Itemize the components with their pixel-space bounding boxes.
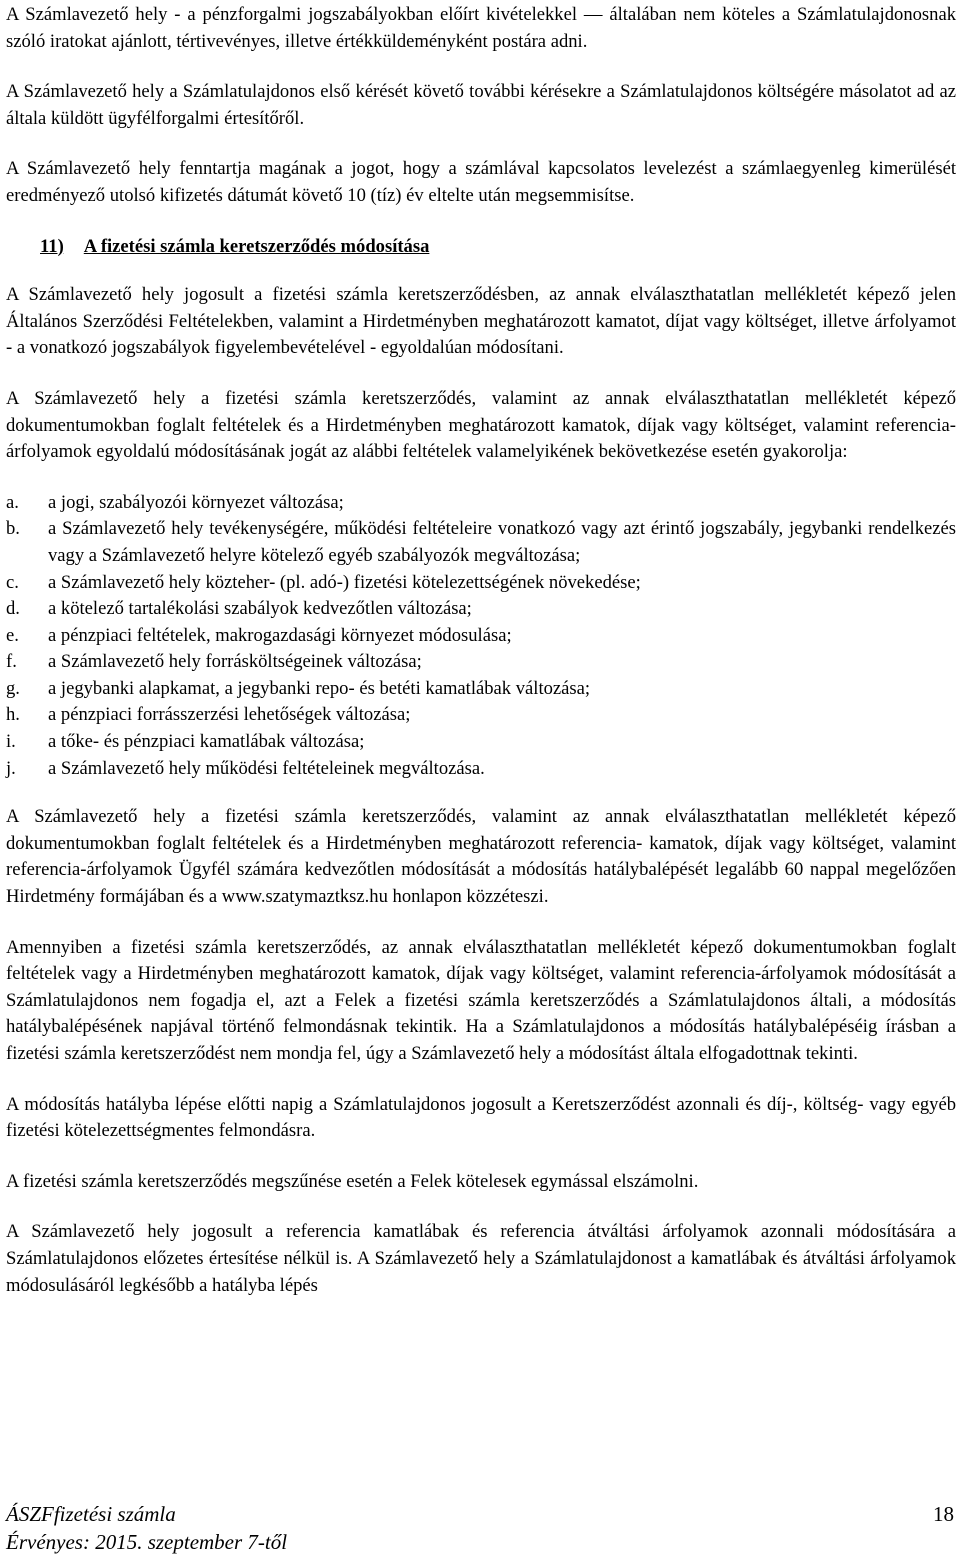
list-marker: e. — [6, 624, 19, 646]
section-title: A fizetési számla keretszerződés módosítása — [83, 235, 430, 257]
list-marker: f. — [6, 651, 17, 673]
list-item-text: a jegybanki alapkamat, a jegybanki repo- és betéti kamatlábak változása; — [48, 677, 591, 699]
document-page — [6, 2, 956, 1323]
paragraph: Amennyiben a fizetési számla keretszerződés, az annak elválaszthatatlan mellékletét képező dokumentumokban foglalt feltételek vagy a Hirdetményben meghatározott kamatok, díjak vagy költséget, valamint referencia-árfolyamok módosítását a Számlatulajdonos nem fogadja el, azt a Felek a fizetési számla keretszerződés a Számlatulajdonos általi, a módosítás hatálybalépésének napjával történő felmondásnak tekintik. Ha a Számlatulajdonos a módosítás hatálybalépéséig írásban a fizetési számla keretszerződést nem mondja fel, úgy a Számlavezető hely a módosítást általa elfogadottnak tekinti. — [6, 936, 956, 1064]
list-item-text: a kötelező tartalékolási szabályok kedvezőtlen változása; — [48, 598, 472, 620]
list-item — [6, 702, 956, 729]
list-marker: d. — [6, 598, 20, 620]
paragraph: A fizetési számla keretszerződés megszűnése esetén a Felek kötelesek egymással elszámolni. — [6, 1170, 699, 1192]
section-heading — [40, 234, 956, 261]
paragraph: A Számlavezető hely a fizetési számla keretszerződés, valamint az annak elválaszthatatlan mellékletét képező dokumentumokban foglalt feltételek és a Hirdetményben meghatározott kamatok, díjak vagy költséget, valamint referencia-árfolyamok egyoldalú módosításának jogát az alábbi feltételek valamelyikének bekövetkezése esetén gyakorolja: — [6, 387, 956, 463]
list-marker: i. — [6, 731, 16, 753]
list-item-text: a pénzpiaci feltételek, makrogazdasági környezet módosulása; — [48, 624, 512, 646]
list-marker: g. — [6, 677, 20, 699]
list-item — [6, 676, 956, 703]
conditions-list — [6, 490, 956, 783]
list-item — [6, 729, 956, 756]
footer-validity: Érvényes: 2015. szeptember 7-től — [6, 1530, 288, 1554]
page-footer — [6, 1500, 956, 1556]
page-number: 18 — [933, 1502, 954, 1526]
list-item-text: a Számlavezető hely tevékenységére, működési feltételeire vonatkozó vagy azt érintő jogszabály, jegybanki rendelkezés vagy a Számlavezető helyre kötelező egyéb szabályozók megváltozása; — [48, 518, 956, 566]
list-item-text: a jogi, szabályozói környezet változása; — [48, 491, 344, 513]
list-item — [6, 623, 956, 650]
list-item-text: a Számlavezető hely működési feltételeinek megváltozása. — [48, 757, 485, 779]
list-item-text: a Számlavezető hely közteher- (pl. adó-) fizetési kötelezettségének növekedése; — [48, 571, 641, 593]
list-item — [6, 516, 956, 569]
list-item-text: a Számlavezető hely forrásköltségeinek változása; — [48, 651, 422, 673]
paragraph: A Számlavezető hely a fizetési számla keretszerződés, valamint az annak elválaszthatatlan mellékletét képező dokumentumokban foglalt feltételek és a Hirdetményben meghatározott referencia- kamatok, díjak vagy költséget, valamint referencia-árfolyamok Ügyfél számára kedvezőtlen módosítását a módosítás hatálybalépését legalább 60 nappal megelőzően Hirdetmény formájában és a www.szatymaztksz.hu honlapon közzéteszi. — [6, 806, 956, 908]
list-marker: j. — [6, 757, 16, 779]
list-marker: c. — [6, 571, 19, 593]
list-marker: a. — [6, 491, 19, 513]
paragraph: A Számlavezető hely - a pénzforgalmi jogszabályokban előírt kivételekkel — általában nem köteles a Számlatulajdonosnak szóló iratokat ajánlott, tértivevényes, illetve értékküldeményként postára adni. — [6, 4, 956, 52]
list-item — [6, 596, 956, 623]
paragraph: A Számlavezető hely jogosult a referencia kamatlábak és referencia átváltási árfolyamok azonnali módosítására a Számlatulajdonos előzetes értesítése nélkül is. A Számlavezető hely a Számlatulajdonost a kamatlábak és átváltási árfolyamok módosulásáról legkésőbb a hatályba lépés — [6, 1221, 956, 1296]
list-marker: h. — [6, 704, 20, 726]
footer-title: ÁSZFfizetési számla — [6, 1502, 176, 1526]
list-item — [6, 756, 956, 783]
section-number: 11) — [40, 235, 64, 257]
list-item — [6, 649, 956, 676]
paragraph: A módosítás hatályba lépése előtti napig a Számlatulajdonos jogosult a Keretszerződést azonnali és díj-, költség- vagy egyéb fizetési kötelezettségmentes felmondásra. — [6, 1093, 956, 1142]
paragraph: A Számlavezető hely fenntartja magának a jogot, hogy a számlával kapcsolatos levelezést a számlaegyenleg kimerülését eredményező utolsó kifizetés dátumát követő 10 (tíz) év eltelte után megsemmisítse. — [6, 158, 956, 206]
paragraph: A Számlavezető hely a Számlatulajdonos első kérését követő további kérésekre a Számlatulajdonos költségére másolatot ad az általa küldött ügyfélforgalmi értesítőről. — [6, 81, 956, 129]
list-marker: b. — [6, 518, 20, 540]
paragraph: A Számlavezető hely jogosult a fizetési számla keretszerződésben, az annak elválaszthatatlan mellékletét képező jelen Általános Szerződési Feltételekben, valamint a Hirdetményben meghatározott kamatot, díjat vagy költséget, illetve árfolyamot - a vonatkozó jogszabályok figyelembevételével - egyoldalúan módosítani. — [6, 284, 956, 359]
list-item-text: a pénzpiaci forrásszerzési lehetőségek változása; — [48, 704, 411, 726]
list-item-text: a tőke- és pénzpiaci kamatlábak változása; — [48, 731, 365, 753]
list-item — [6, 570, 956, 597]
list-item — [6, 490, 956, 517]
